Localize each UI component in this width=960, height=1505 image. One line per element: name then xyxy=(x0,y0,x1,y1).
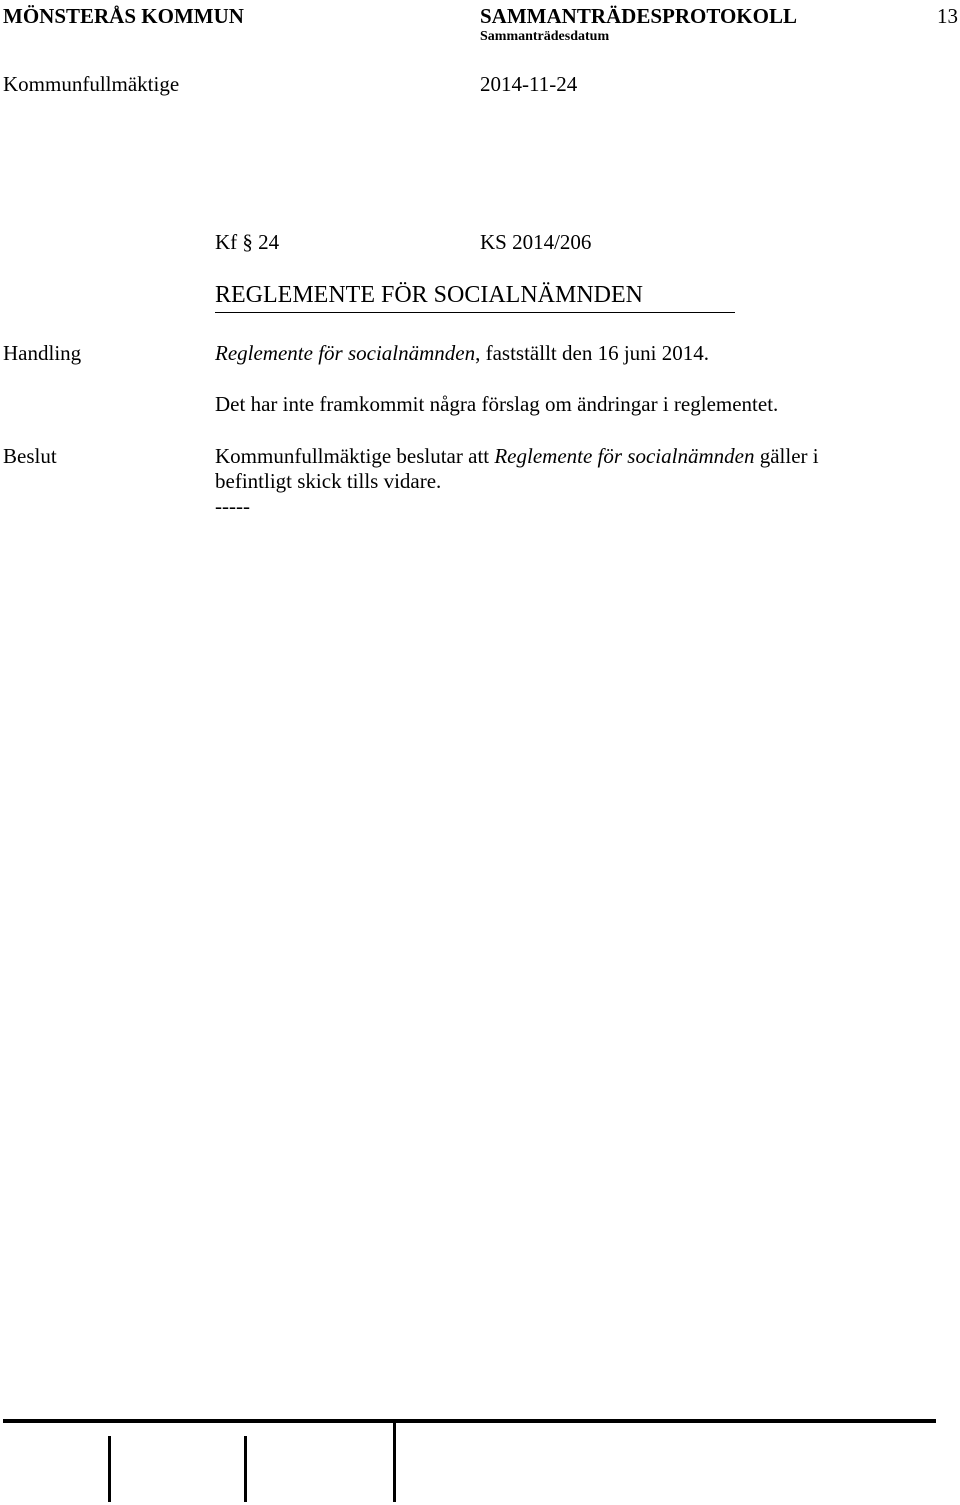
footer-rule xyxy=(3,1419,936,1423)
date-label: Sammanträdesdatum xyxy=(480,29,610,44)
paragraph-number: Kf § 24 xyxy=(215,230,280,254)
end-mark: ----- xyxy=(215,494,250,518)
beslut-text-end: gäller i xyxy=(754,444,819,468)
beslut-text xyxy=(215,444,819,469)
signature-box-divider-3 xyxy=(393,1422,396,1502)
handling-text xyxy=(215,341,709,366)
meeting-date: 2014-11-24 xyxy=(480,72,578,96)
handling-note: Det har inte framkommit några förslag om ändringar i reglementet. xyxy=(215,392,779,416)
beslut-text-line-2: befintligt skick tills vidare. xyxy=(215,469,442,493)
handling-document-title: Reglemente för socialnämnden xyxy=(215,341,476,365)
beslut-document-title: Reglemente för socialnämnden xyxy=(494,444,755,468)
title-underline xyxy=(215,312,735,313)
signature-box-divider-1 xyxy=(108,1436,111,1502)
item-title: REGLEMENTE FÖR SOCIALNÄMNDEN xyxy=(215,282,643,308)
handling-label: Handling xyxy=(3,341,82,365)
beslut-text-start: Kommunfullmäktige beslutar att xyxy=(215,444,495,468)
case-number: KS 2014/206 xyxy=(480,230,592,254)
document-type: SAMMANTRÄDESPROTOKOLL xyxy=(480,4,797,28)
handling-document-rest: , fastställt den 16 juni 2014. xyxy=(475,341,710,365)
page-number: 13 xyxy=(937,4,958,28)
committee-name: Kommunfullmäktige xyxy=(3,72,180,96)
beslut-label: Beslut xyxy=(3,444,57,468)
municipality-name: MÖNSTERÅS KOMMUN xyxy=(3,4,244,28)
signature-box-divider-2 xyxy=(244,1436,247,1502)
